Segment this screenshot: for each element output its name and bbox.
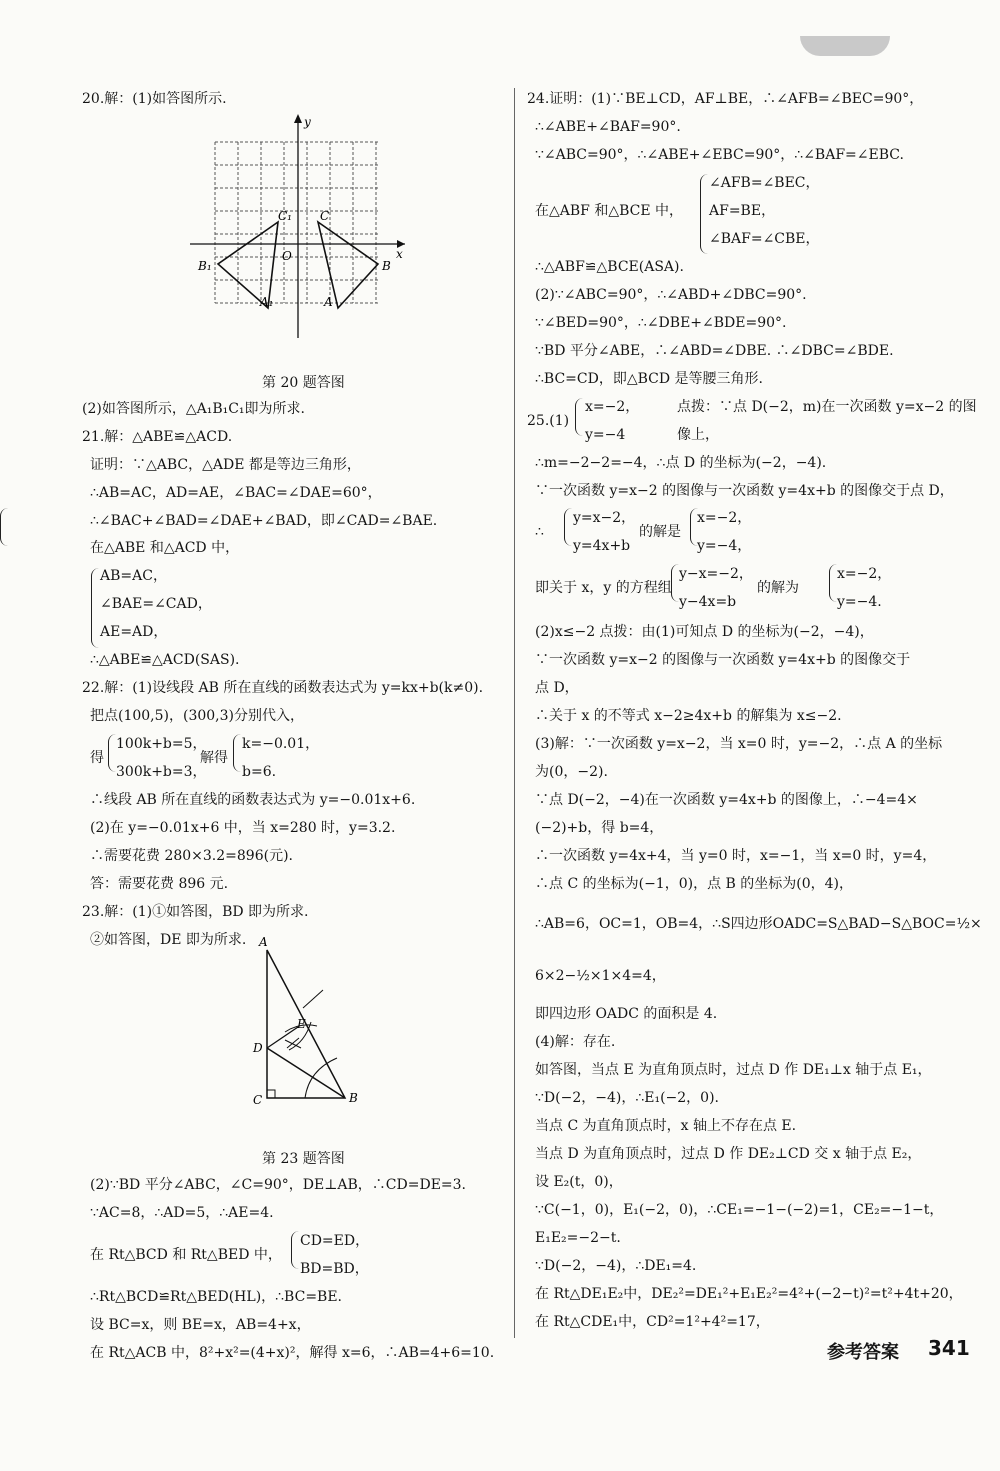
brace [671, 564, 680, 602]
text-line: ∠BAE=∠CAD， [100, 596, 212, 612]
text-line: y=−4， [697, 538, 752, 554]
text-line: ∠AFB=∠BEC， [709, 175, 820, 191]
text-line: 答：需要花费 896 元. [90, 876, 229, 892]
text-line: 点 D， [535, 680, 579, 696]
text-line: ②如答图，DE 即为所求. [90, 932, 247, 948]
text-line: ∴AB=AC，AD=AE，∠BAC=∠DAE=60°， [90, 485, 382, 501]
brace [0, 508, 9, 546]
text-line: 设 BC=x，则 BE=x，AB=4+x， [90, 1317, 311, 1333]
brace [575, 398, 584, 436]
brace [690, 508, 699, 546]
text-line: 25.(1) [527, 413, 570, 429]
page-footer-label: 参考答案 [827, 1342, 899, 1363]
text-line: E₁E₂=−2−t. [535, 1230, 621, 1246]
text-line: ∴ [535, 524, 544, 540]
fig20-label-a: A [324, 295, 333, 309]
text-line: y=4x+b [573, 538, 631, 554]
text-line: ∴△ABF≌△BCE(ASA). [535, 259, 684, 275]
text-line: 23.解：(1)①如答图，BD 即为所求. [82, 904, 309, 920]
text-line: ∵AC=8，∴AD=5，∴AE=4. [90, 1205, 274, 1221]
fig23-label-c: C [253, 1093, 263, 1107]
text-line: AF=BE， [709, 203, 776, 219]
text-line: 第 23 题答图 [262, 1151, 345, 1167]
fig23-label-d: D [253, 1041, 263, 1055]
fig23-label-b: B [349, 1091, 358, 1105]
fig20-label-c1: C₁ [278, 209, 292, 223]
text-line: ∴线段 AB 所在直线的函数表达式为 y=−0.01x+6. [90, 792, 416, 808]
brace [564, 508, 573, 546]
text-line: 的解是 [639, 524, 681, 540]
text-line: BD=BD， [300, 1261, 369, 1277]
text-line: x=−2， [697, 510, 752, 526]
text-line: 在 Rt△ACB 中，8²+x²=(4+x)²，解得 x=6，∴AB=4+6=10. [90, 1345, 495, 1361]
fig20-label-o: O [282, 249, 292, 263]
text-line: ∴BC=CD，即△BCD 是等腰三角形. [535, 371, 763, 387]
figure-23-diagram [245, 930, 375, 1110]
text-line: 当点 D 为直角顶点时，过点 D 作 DE₂⊥CD 交 x 轴于点 E₂， [535, 1146, 922, 1162]
text-line: 证明：∵△ABC，△ADE 都是等边三角形， [90, 457, 361, 473]
fig23-label-a: A [259, 935, 268, 949]
text-line: 像上， [677, 427, 719, 443]
text-line: ∵一次函数 y=x−2 的图像与一次函数 y=4x+b 的图像交于点 D， [535, 483, 954, 499]
text-line: 为(0，−2). [535, 764, 608, 780]
text-line: 在 Rt△DE₁E₂中，DE₂²=DE₁²+E₁E₂²=4²+(−2−t)²=t²+4t+20， [535, 1286, 963, 1302]
text-line: ∴∠ABE+∠BAF=90°. [535, 119, 681, 135]
text-line: y=−4 [585, 427, 626, 443]
text-line: ∴∠BAC+∠BAD=∠DAE+∠BAD，即∠CAD=∠BAE. [90, 513, 438, 529]
text-line: CD=ED， [300, 1233, 370, 1249]
text-line: 当点 C 为直角顶点时，x 轴上不存在点 E. [535, 1118, 797, 1134]
fig20-label-b: B [382, 259, 391, 273]
text-line: ∴点 C 的坐标为(−1，0)，点 B 的坐标为(0，4)， [535, 876, 854, 892]
brace [700, 174, 709, 254]
text-line: 22.解：(1)设线段 AB 所在直线的函数表达式为 y=kx+b(k≠0). [82, 680, 484, 696]
text-line: ∠BAF=∠CBE， [709, 231, 820, 247]
text-line: 100k+b=5， [116, 736, 207, 752]
text-line: ∵C(−1，0)，E₁(−2，0)，∴CE₁=−1−(−2)=1，CE₂=−1−t， [535, 1202, 944, 1218]
text-line: 如答图，当点 E 为直角顶点时，过点 D 作 DE₁⊥x 轴于点 E₁， [535, 1062, 932, 1078]
text-line: ∵∠BED=90°，∴∠DBE+∠BDE=90°. [535, 315, 787, 331]
text-line: 在△ABE 和△ACD 中， [90, 540, 240, 556]
text-line: ∵∠ABC=90°，∴∠ABE+∠EBC=90°，∴∠BAF=∠EBC. [535, 147, 904, 163]
text-line: ∴m=−2−2=−4，∴点 D 的坐标为(−2，−4). [535, 455, 827, 471]
text-line: (2)在 y=−0.01x+6 中，当 x=280 时，y=3.2. [90, 820, 396, 836]
text-line: 21.解：△ABE≌△ACD. [82, 429, 233, 445]
page-number: 341 [928, 1336, 970, 1360]
fig20-label-y: y [304, 115, 311, 129]
text-line: (2)∵BD 平分∠ABC，∠C=90°，DE⊥AB，∴CD=DE=3. [90, 1177, 466, 1193]
text-line: ∵点 D(−2，−4)在一次函数 y=4x+b 的图像上，∴−4=4× [535, 792, 918, 808]
text-line: 点拨：∵点 D(−2，m)在一次函数 y=x−2 的图 [677, 399, 977, 415]
brace [829, 564, 838, 602]
text-line: y=x−2， [573, 510, 636, 526]
text-line: 即四边形 OADC 的面积是 4. [535, 1006, 718, 1022]
text-line: (4)解：存在. [535, 1034, 616, 1050]
text-line: 把点(100,5)，(300,3)分别代入， [90, 708, 305, 724]
text-line: 在 Rt△BCD 和 Rt△BED 中， [90, 1247, 282, 1263]
text-line: ∴AB=6，OC=1，OB=4，∴S四边形OADC=S△BAD−S△BOC=½× [535, 916, 982, 932]
text-line: ∴Rt△BCD≌Rt△BED(HL)，∴BC=BE. [90, 1289, 343, 1305]
brace [91, 568, 100, 648]
text-line: ∵D(−2，−4)，∴E₁(−2，0). [535, 1090, 719, 1106]
text-line: 得 [90, 750, 104, 766]
text-line: x=−2， [585, 399, 640, 415]
text-line: (2)∵∠ABC=90°，∴∠ABD+∠DBC=90°. [535, 287, 807, 303]
text-line: 设 E₂(t，0)， [535, 1174, 623, 1190]
text-line: y−x=−2， [679, 566, 753, 582]
text-line: ∵一次函数 y=x−2 的图像与一次函数 y=4x+b 的图像交于 [535, 652, 911, 668]
text-line: 24.证明：(1)∵BE⊥CD，AF⊥BE，∴∠AFB=∠BEC=90°， [527, 91, 924, 107]
text-line: ∴关于 x 的不等式 x−2≥4x+b 的解集为 x≤−2. [535, 708, 842, 724]
text-line: ∵D(−2，−4)，∴DE₁=4. [535, 1258, 697, 1274]
text-line: 的解为 [757, 580, 799, 596]
text-line: 6×2−½×1×4=4， [535, 968, 666, 984]
text-line: ∴需要花费 280×3.2=896(元). [90, 848, 293, 864]
text-line: 在 Rt△CDE₁中，CD²=1²+4²=17， [535, 1314, 770, 1330]
text-line: y=−4. [837, 594, 882, 610]
text-line: (2)如答图所示，△A₁B₁C₁即为所求. [82, 401, 305, 417]
text-line: 第 20 题答图 [262, 375, 345, 391]
text-line: 即关于 x，y 的方程组 [535, 580, 672, 596]
fig20-label-x: x [396, 247, 403, 261]
text-line: k=−0.01， [242, 736, 320, 752]
text-line: (3)解：∵一次函数 y=x−2，当 x=0 时，y=−2，∴点 A 的坐标 [535, 736, 943, 752]
text-line: x=−2， [837, 566, 892, 582]
text-line: (2)x≤−2 点拨：由(1)可知点 D 的坐标为(−2，−4)， [535, 624, 874, 640]
column-divider [514, 88, 515, 1338]
brace [108, 734, 117, 772]
text-line: b=6. [242, 764, 277, 780]
fig20-label-b1: B₁ [198, 259, 212, 273]
text-line: ∵BD 平分∠ABE，∴∠ABD=∠DBE. ∴∠DBC=∠BDE. [535, 343, 894, 359]
text-line: AB=AC， [100, 568, 167, 584]
fig20-label-c: C [320, 209, 330, 223]
text-line: ∴一次函数 y=4x+4，当 y=0 时，x=−1，当 x=0 时，y=4， [535, 848, 937, 864]
brace [233, 734, 242, 772]
text-line: 20.解：(1)如答图所示. [82, 91, 227, 107]
text-line: AE=AD， [100, 624, 168, 640]
text-line: 在△ABF 和△BCE 中， [535, 203, 684, 219]
text-line: 解得 [200, 750, 228, 766]
text-line: 300k+b=3， [116, 764, 207, 780]
figure-20-diagram [190, 110, 415, 340]
text-line: ∴△ABE≌△ACD(SAS). [90, 652, 240, 668]
text-line: y−4x=b [679, 594, 737, 610]
brace [291, 1231, 300, 1269]
fig20-label-a1: A₁ [260, 295, 274, 309]
page-corner-decoration [800, 36, 890, 56]
text-line: (−2)+b，得 b=4， [535, 820, 664, 836]
fig23-label-e: E [297, 1017, 306, 1031]
